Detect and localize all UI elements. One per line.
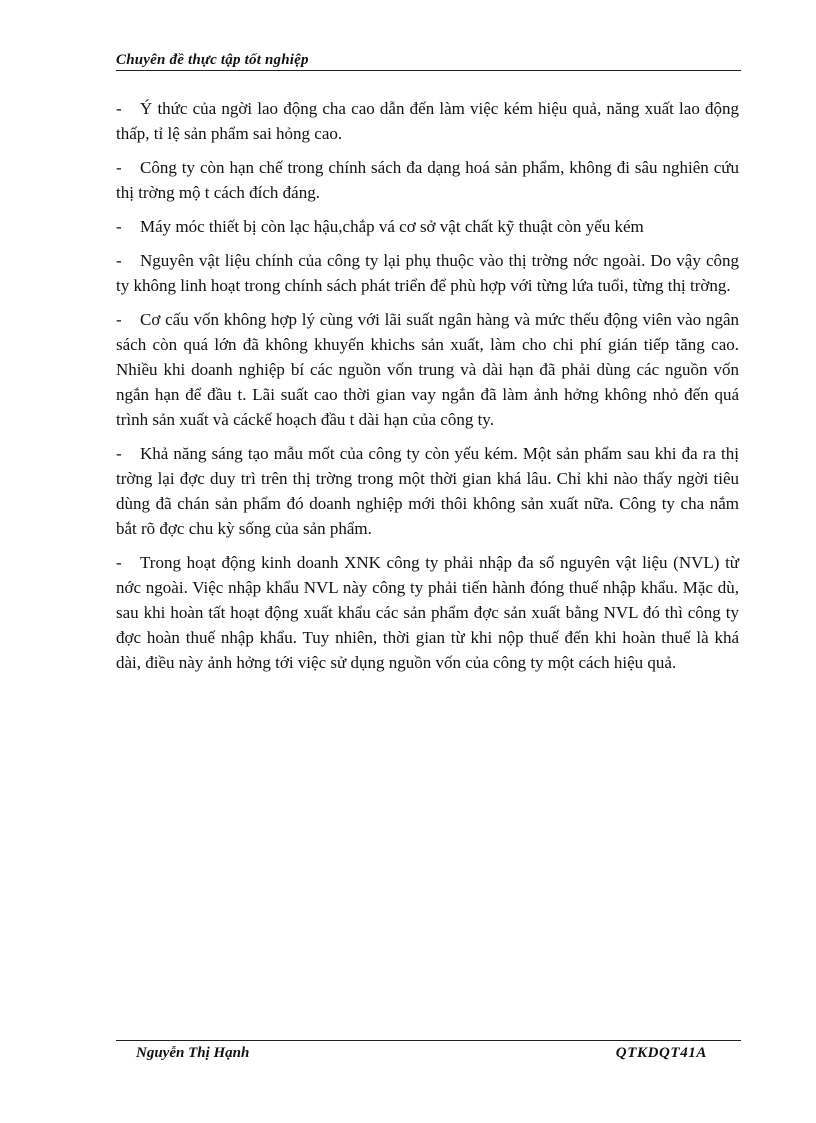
paragraph <box>116 550 739 675</box>
paragraph <box>116 248 739 298</box>
header-title: Chuyên đề thực tập tốt nghiệp <box>116 52 309 68</box>
paragraph-text: Trong hoạt động kinh doanh XNK công ty phải nhập đa số nguyên vật liệu (NVL) từ nớc ngoài. Việc nhập khẩu NVL này công ty phải tiến hành đóng thuế nhập khẩu. Mặc dù, sau khi hoàn tất hoạt động xuất khẩu các sản phẩm đợc sản xuất bằng NVL đó thì công ty đợc hoàn thuế nhập khẩu. Tuy nhiên, thời gian từ khi nộp thuế đến khi hoàn thuế là khá dài, điều này ảnh hởng tới việc sử dụng nguồn vốn của công ty một cách hiệu quả. <box>116 553 739 672</box>
paragraph <box>116 96 739 146</box>
bullet-dash: - <box>116 553 122 572</box>
document-body <box>116 96 739 684</box>
bullet-dash: - <box>116 444 122 463</box>
paragraph-text: Máy móc thiết bị còn lạc hậu,chắp vá cơ sở vật chất kỹ thuật còn yếu kém <box>140 217 644 236</box>
bullet-dash: - <box>116 310 122 329</box>
paragraph-text: Ý thức của ngời lao động cha cao dẫn đến làm việc kém hiệu quả, năng xuất lao động thấp, tỉ lệ sản phẩm sai hỏng cao. <box>116 99 739 143</box>
paragraph <box>116 214 739 239</box>
bullet-dash: - <box>116 99 122 118</box>
paragraph <box>116 441 739 541</box>
footer-class-code: QTKDQT41A <box>615 1045 707 1061</box>
bullet-dash: - <box>116 158 122 177</box>
page-footer <box>116 1040 741 1067</box>
bullet-dash: - <box>116 251 122 270</box>
page-header <box>116 50 741 71</box>
footer-author: Nguyễn Thị Hạnh <box>136 1045 250 1061</box>
paragraph-text: Khả năng sáng tạo mẫu mốt của công ty còn yếu kém. Một sản phẩm sau khi đa ra thị trờng lại đợc duy trì trên thị trờng trong một thời gian khá lâu. Chỉ khi nào thấy ngời tiêu dùng đã chán sản phẩm đó doanh nghiệp mới thôi không sản xuất nữa. Công ty cha nắm bắt rõ đợc chu kỳ sống của sản phẩm. <box>116 444 739 538</box>
paragraph <box>116 155 739 205</box>
paragraph-text: Cơ cấu vốn không hợp lý cùng với lãi suất ngân hàng và mức thếu động viên vào ngân sách còn quá lớn đã không khuyến khichs sản xuất, làm cho chi phí gián tiếp tăng cao. Nhiều khi doanh nghiệp bí các nguồn vốn trung và dài hạn đã phải dùng các nguồn vốn ngắn hạn để đầu t. Lãi suất cao thời gian vay ngắn đã làm ảnh hởng không nhỏ đến quá trình sản xuất và cáckế hoạch đầu t dài hạn của công ty. <box>116 310 739 429</box>
bullet-dash: - <box>116 217 122 236</box>
paragraph-text: Nguyên vật liệu chính của công ty lại phụ thuộc vào thị trờng nớc ngoài. Do vậy công ty không linh hoạt trong chính sách phát triển để phù hợp với từng lứa tuổi, từng thị trờng. <box>116 251 739 295</box>
paragraph <box>116 307 739 432</box>
paragraph-text: Công ty còn hạn chế trong chính sách đa dạng hoá sản phẩm, không đi sâu nghiên cứu thị trờng mộ t cách đích đáng. <box>116 158 739 202</box>
